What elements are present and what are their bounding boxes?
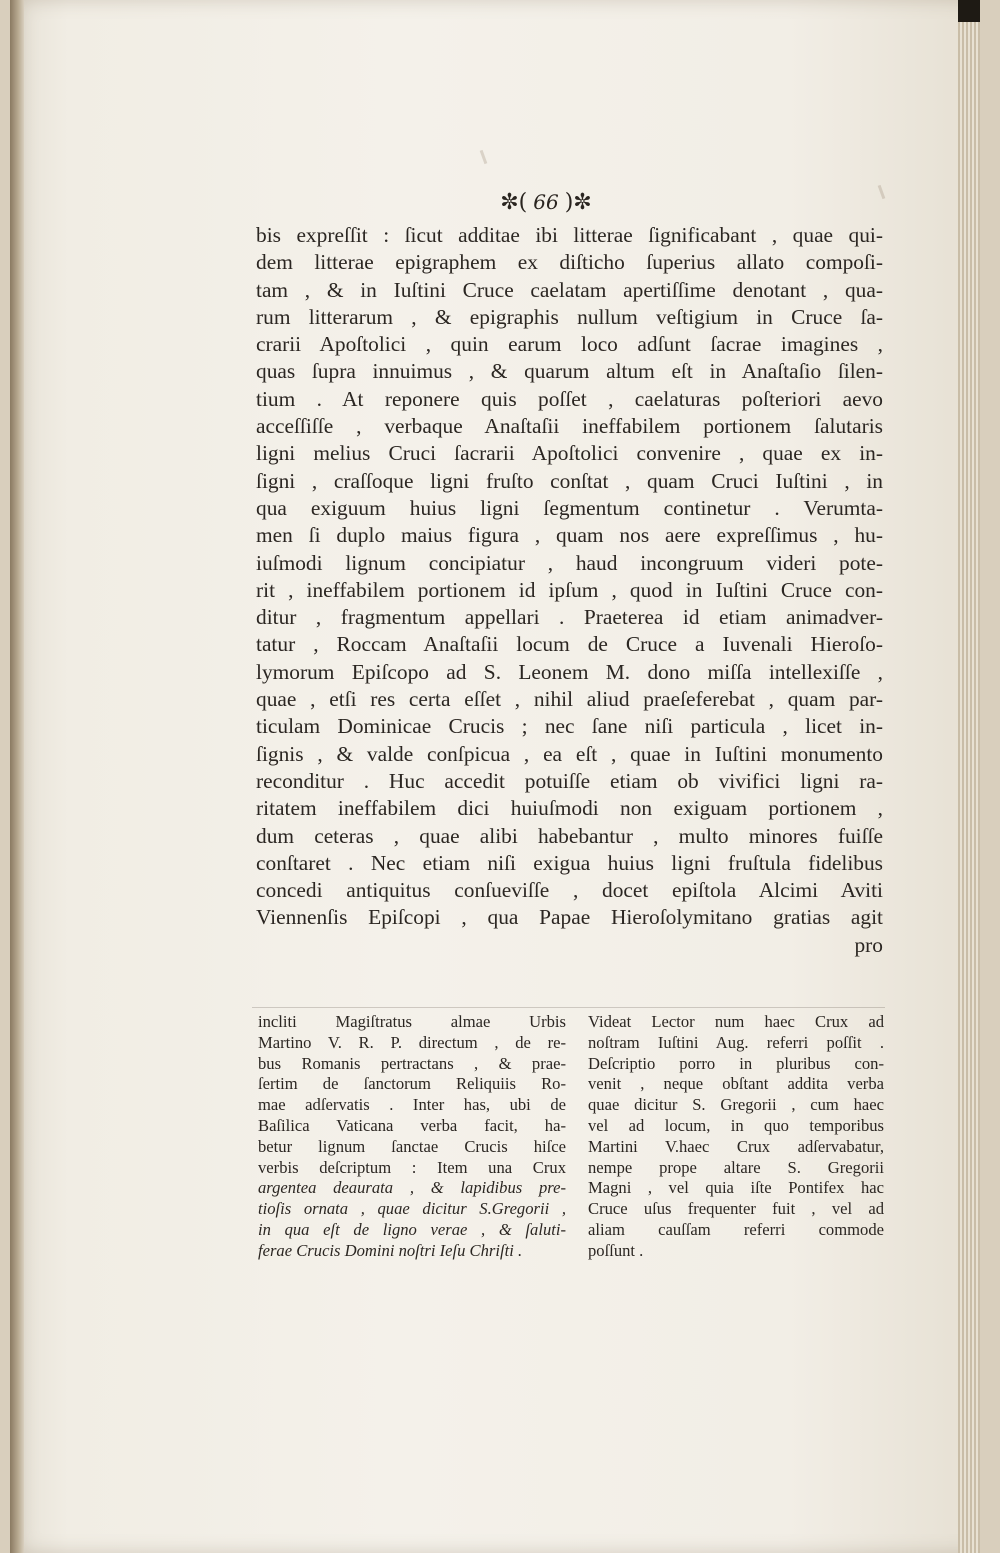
text-line: iuſmodi lignum concipiatur , haud incongruum videri pote-	[256, 550, 883, 575]
footnote-line: Deſcriptio porro in pluribus con-	[588, 1053, 884, 1073]
footnote-line: mae adſervatis . Inter has, ubi de	[258, 1095, 566, 1115]
footnote-line: Martino V. R. P. directum , de re-	[258, 1032, 566, 1052]
footnote-line: verbis deſcriptum : Item una Crux	[258, 1157, 566, 1177]
text-line: rum litterarum , & epigraphis nullum veſtigium in Cruce ſa-	[256, 304, 883, 329]
text-line: tam , & in Iuſtini Cruce caelatam apertiſſime denotant , qua-	[256, 277, 883, 302]
text-line: men ſi duplo maius figura , quam nos aere expreſſimus , hu-	[256, 523, 883, 548]
footnote-line: Videat Lector num haec Crux ad	[588, 1012, 884, 1031]
text-line: Viennenſis Epiſcopi , qua Papae Hieroſolymitano gratias agit	[256, 905, 883, 930]
text-line: crarii Apoſtolici , quin earum loco adſunt ſacrae imagines ,	[256, 332, 883, 357]
text-line: tium . At reponere quis poſſet , caelaturas poſteriori aevo	[256, 386, 883, 411]
text-line: tatur , Roccam Anaſtaſii locum de Cruce a Iuvenali Hieroſo-	[256, 632, 883, 657]
footnote-left-column	[258, 1012, 566, 1262]
footnote-line: in qua eſt de ligno verae , & ſaluti-	[258, 1219, 566, 1239]
footnote-line: quae dicitur S. Gregorii , cum haec	[588, 1095, 884, 1115]
footnote-line: tioſis ornata , quae dicitur S.Gregorii ,	[258, 1199, 566, 1219]
footnote-line: nempe prope altare S. Gregorii	[588, 1157, 884, 1177]
text-line: quae , etſi res certa eſſet , nihil aliud praeſeferebat , quam par-	[256, 687, 883, 712]
text-line: qua exiguum huius ligni ſegmentum continetur . Verumta-	[256, 495, 883, 520]
page-edge	[958, 0, 980, 1553]
paper-speck	[480, 150, 488, 164]
text-line: dum ceteras , quae alibi habebantur , multo minores fuiſſe	[256, 823, 883, 848]
footnote-line: noſtram Iuſtini Aug. referri poſſit .	[588, 1032, 884, 1052]
footnote-right-column	[588, 1012, 884, 1262]
footnote-line: betur lignum ſanctae Crucis hiſce	[258, 1136, 566, 1156]
footnote-line: ſertim de ſanctorum Reliquiis Ro-	[258, 1074, 566, 1094]
footnote-line: incliti Magiſtratus almae Urbis	[258, 1012, 566, 1031]
footnote-line: poſſunt .	[588, 1240, 644, 1260]
footnote-line: Magni , vel quia iſte Pontifex hac	[588, 1178, 884, 1198]
footnote-line: Cruce uſus frequenter fuit , vel ad	[588, 1199, 884, 1219]
text-line: reconditur . Huc accedit potuiſſe etiam ob vivifici ligni ra-	[256, 768, 883, 793]
text-line: lymorum Epiſcopo ad S. Leonem M. dono miſſa intellexiſſe ,	[256, 659, 883, 684]
text-line: rit , ineffabilem portionem id ipſum , quod in Iuſtini Cruce con-	[256, 577, 883, 602]
text-line: conſtaret . Nec etiam niſi exigua huius ligni fruſtula fidelibus	[256, 850, 883, 875]
text-line: ritatem ineffabilem dici huiuſmodi non exiguam portionem ,	[256, 796, 883, 821]
page-number: 66	[533, 190, 559, 214]
text-line: ticulam Dominicae Crucis ; nec ſane niſi particula , licet in-	[256, 714, 883, 739]
page-gutter	[10, 0, 24, 1553]
text-line: bis expreſſit : ſicut additae ibi litterae ſignificabant , quae qui-	[256, 223, 883, 247]
fleuron-right-icon: )✼	[564, 189, 592, 215]
footnote-line: Baſilica Vaticana verba facit, ha-	[258, 1115, 566, 1135]
footnote-line: argentea deaurata , & lapidibus pre-	[258, 1178, 566, 1198]
footnote-line: aliam cauſſam referri commode	[588, 1219, 884, 1239]
text-line: concedi antiquitus conſueviſſe , docet epiſtola Alcimi Aviti	[256, 878, 883, 903]
footnote-line: ferae Crucis Domini noſtri Ieſu Chriſti .	[258, 1240, 523, 1260]
text-line: ligni melius Cruci ſacrarii Apoſtolici convenire , quae ex in-	[256, 441, 883, 466]
text-line: ſignis , & valde conſpicua , ea eſt , quae in Iuſtini monumento	[256, 741, 883, 766]
footnote-line: venit , neque obſtant addita verba	[588, 1074, 884, 1094]
corner-mark	[958, 0, 980, 22]
text-line: acceſſiſſe , verbaque Anaſtaſii ineffabilem portionem ſalutaris	[256, 414, 883, 439]
text-line: dem litterae epigraphem ex diſticho ſuperius allato compoſi-	[256, 250, 883, 275]
footnote-line: Martini V.haec Crux adſervabatur,	[588, 1136, 884, 1156]
text-line: ditur , fragmentum appellari . Praeterea id etiam animadver-	[256, 605, 883, 630]
catchword: pro	[854, 932, 883, 957]
footnote-divider	[252, 1007, 885, 1008]
footnote-line: bus Romanis pertractans , & prae-	[258, 1053, 566, 1073]
text-line: ſigni , craſſoque ligni fruſto conſtat , quam Cruci Iuſtini , in	[256, 468, 883, 493]
fleuron-left-icon: ✼(	[500, 189, 528, 215]
main-text-block	[256, 222, 883, 959]
text-line: quas ſupra innuimus , & quarum altum eſt in Anaſtaſio ſilen-	[256, 359, 883, 384]
page-header	[456, 186, 636, 218]
footnote-line: vel ad locum, in quo temporibus	[588, 1115, 884, 1135]
paper-speck	[878, 185, 886, 199]
